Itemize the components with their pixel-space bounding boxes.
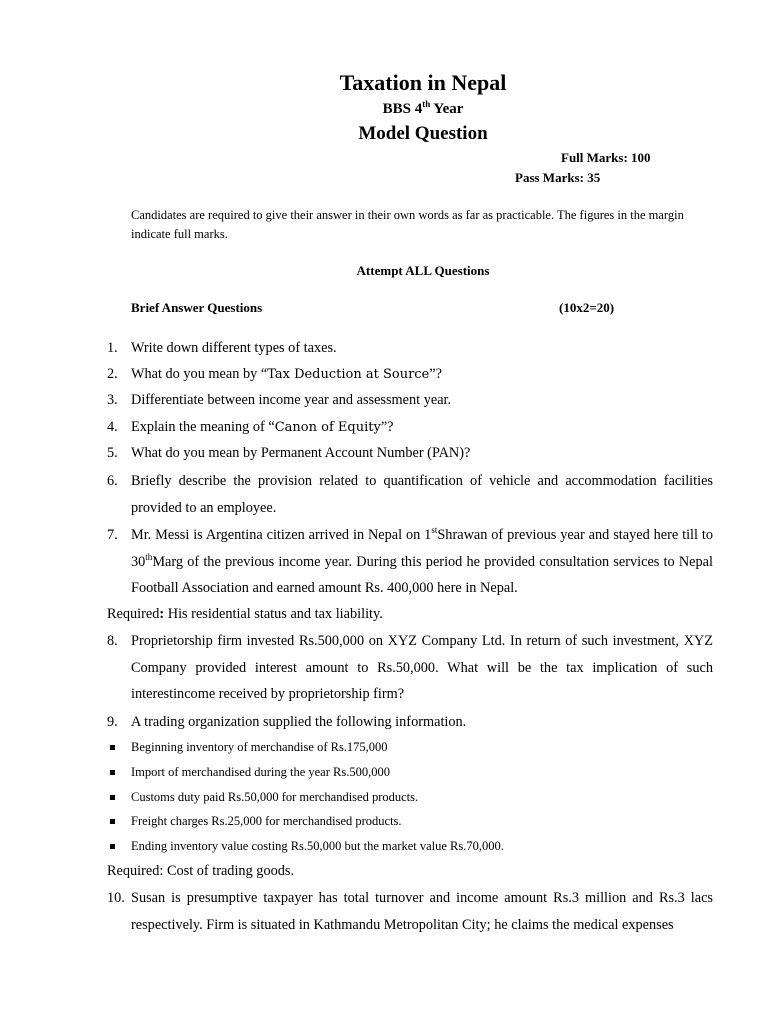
- question-text: Explain the meaning of “: [131, 419, 275, 435]
- bullet-icon: [110, 844, 115, 849]
- question-5: What do you mean by Permanent Account Number (PAN)?: [131, 445, 471, 461]
- question-number: 8.: [107, 633, 118, 649]
- model-question-heading: Model Question: [358, 123, 488, 144]
- bullet-icon: [110, 745, 115, 750]
- question-text: ”?: [380, 419, 394, 435]
- bullet-icon: [110, 795, 115, 800]
- question-number: 3.: [107, 392, 118, 408]
- bullet-icon: [110, 770, 115, 775]
- subtitle-superscript: th: [422, 99, 431, 109]
- question-text: Shrawan of previous year and stayed here till to 30: [131, 527, 713, 570]
- ordinal-suffix: th: [145, 551, 153, 562]
- list-item: Import of merchandised during the year Rs.500,000: [131, 765, 390, 779]
- instructions-paragraph: Candidates are required to give their answer in their own words as far as practicable. The figures in the margin indicate full marks.: [131, 208, 684, 241]
- question-number: 7.: [107, 527, 118, 543]
- bullet-icon: [110, 819, 115, 824]
- question-text: What do you mean by “: [131, 366, 268, 382]
- required-label: Required: [107, 606, 160, 622]
- list-item: Beginning inventory of merchandise of Rs.175,000: [131, 740, 388, 754]
- list-item: Freight charges Rs.25,000 for merchandised products.: [131, 814, 402, 828]
- question-text: Mr. Messi is Argentina citizen arrived in Nepal on 1: [131, 527, 432, 543]
- pass-marks: Pass Marks: 35: [515, 170, 601, 185]
- required-colon: :: [159, 606, 165, 622]
- section-title: Brief Answer Questions: [131, 300, 263, 315]
- question-8: Proprietorship firm invested Rs.500,000 on XYZ Company Ltd. In return of such investment, XYZ Company provided interest amount to Rs.50,000. What will be the tax implication of such interestincome received by proprietorship firm?: [131, 633, 713, 702]
- question-6: Briefly describe the provision related to quantification of vehicle and accommodation facilities provided to an employee.: [131, 473, 713, 516]
- question-number: 4.: [107, 419, 118, 435]
- required-7: [107, 601, 383, 628]
- question-number: 1.: [107, 340, 118, 356]
- required-9: Required: Cost of trading goods.: [107, 863, 295, 879]
- question-number: 9.: [107, 714, 118, 730]
- question-9: A trading organization supplied the following information.: [131, 714, 467, 730]
- document-title: Taxation in Nepal: [339, 70, 507, 95]
- question-1: Write down different types of taxes.: [131, 340, 337, 356]
- section-marks: (10x2=20): [559, 300, 615, 315]
- subtitle-year: Year: [430, 101, 464, 117]
- question-number: 2.: [107, 366, 118, 382]
- course-subtitle: [0, 99, 768, 118]
- list-item: Customs duty paid Rs.50,000 for merchandised products.: [131, 790, 419, 804]
- question-number: 6.: [107, 473, 118, 489]
- question-10: Susan is presumptive taxpayer has total turnover and income amount Rs.3 million and Rs.3 lacs respectively. Firm is situated in Kathmandu Metropolitan City; he claims the medical expenses: [131, 890, 713, 933]
- attempt-all-heading: Attempt ALL Questions: [356, 263, 490, 278]
- question-4: [131, 414, 713, 442]
- question-text: Marg of the previous income year. During this period he provided consultation services to Nepal Football Association and earned amount Rs. 400,000 here in Nepal.: [131, 553, 713, 596]
- full-marks: Full Marks: 100: [561, 150, 651, 165]
- list-item: Ending inventory value costing Rs.50,000 but the market value Rs.70,000.: [131, 839, 504, 853]
- question-text: ”?: [429, 366, 442, 382]
- question-number: 5.: [107, 445, 118, 461]
- question-3: Differentiate between income year and assessment year.: [131, 392, 452, 408]
- question-7: [131, 522, 713, 602]
- required-text: His residential status and tax liability.: [164, 606, 383, 622]
- question-number: 10.: [107, 890, 125, 906]
- quoted-term: Canon of Equity: [274, 420, 381, 435]
- quoted-term: Tax Deduction at Source: [267, 367, 430, 382]
- subtitle-text: BBS 4: [382, 101, 423, 117]
- question-2: [131, 361, 713, 389]
- ordinal-suffix: st: [431, 525, 438, 536]
